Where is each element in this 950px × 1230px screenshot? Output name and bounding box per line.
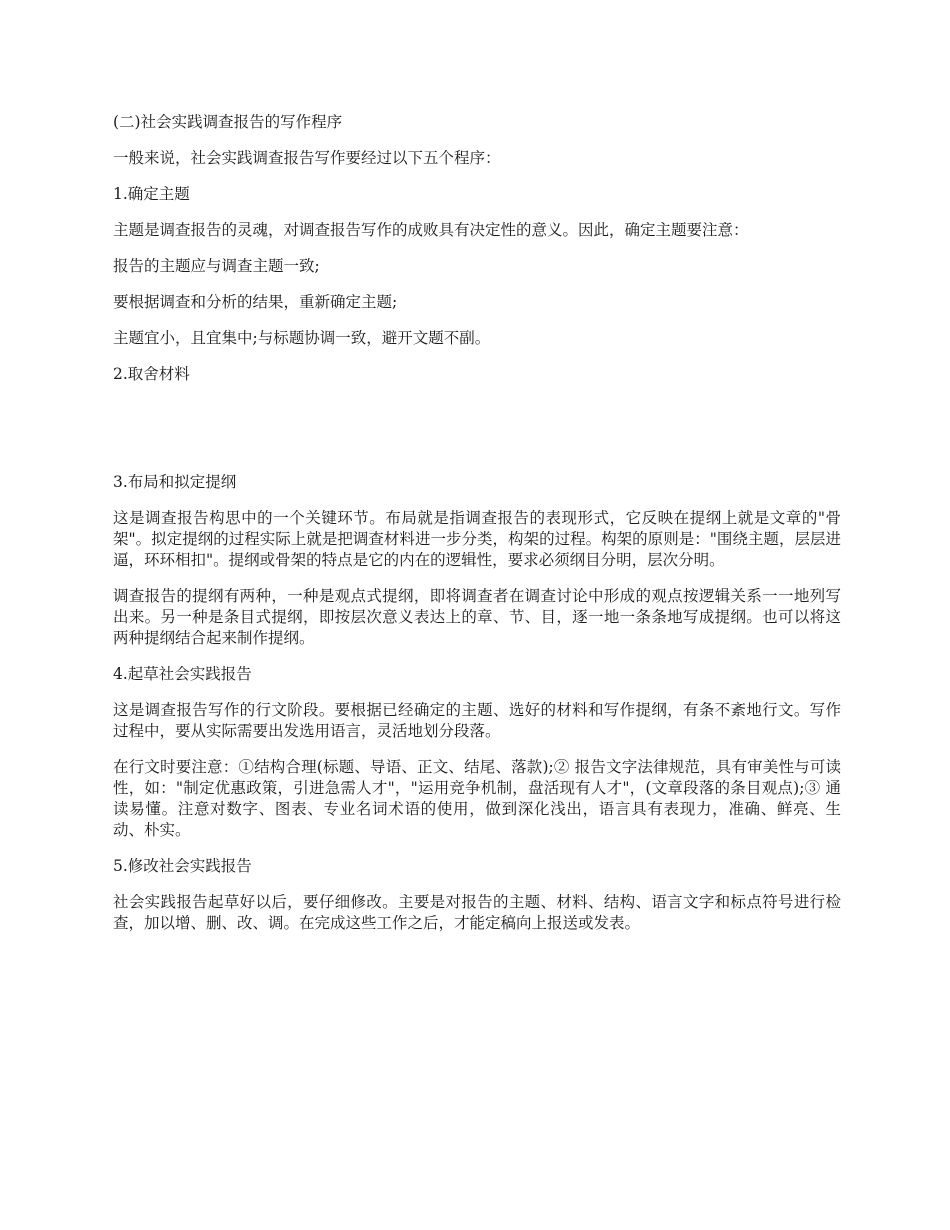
step4-heading: 4.起草社会实践报告 bbox=[113, 665, 252, 683]
step1-paragraph: 主题是调查报告的灵魂，对调查报告写作的成败具有决定性的意义。因此，确定主题要注意： bbox=[113, 221, 749, 239]
document-page bbox=[113, 112, 841, 949]
intro-paragraph: 一般来说，社会实践调查报告写作要经过以下五个程序： bbox=[113, 149, 501, 167]
step1-point: 要根据调查和分析的结果，重新确定主题; bbox=[113, 293, 398, 311]
blank-space bbox=[113, 400, 841, 472]
step3-paragraph: 这是调查报告构思中的一个关键环节。布局就是指调查报告的表现形式，它反映在提纲上就是文章的"骨架"。拟定提纲的过程实际上就是把调查材料进一步分类，构架的过程。构架的原则是："围绕主题，层层进逼，环环相扣"。提纲或骨架的特点是它的内在的逻辑性，要求必须纲目分明，层次分明。 bbox=[113, 509, 841, 569]
step4-paragraph: 这是调查报告写作的行文阶段。要根据已经确定的主题、选好的材料和写作提纲，有条不紊地行文。写作过程中，要从实际需要出发选用语言，灵活地划分段落。 bbox=[113, 701, 841, 740]
section-title: (二)社会实践调查报告的写作程序 bbox=[113, 113, 343, 131]
step5-paragraph: 社会实践报告起草好以后，要仔细修改。主要是对报告的主题、材料、结构、语言文字和标点符号进行检查，加以增、删、改、调。在完成这些工作之后，才能定稿向上报送或发表。 bbox=[113, 893, 841, 932]
step5-heading: 5.修改社会实践报告 bbox=[113, 857, 252, 875]
step1-heading: 1.确定主题 bbox=[113, 185, 190, 203]
step4-paragraph: 在行文时要注意：①结构合理(标题、导语、正文、结尾、落款);② 报告文字法律规范，具有审美性与可读性，如："制定优惠政策，引进急需人才"，"运用竞争机制，盘活现有人才"，(文章段落的条目观点);③ 通读易懂。注意对数字、图表、专业名词术语的使用，做到深化浅出，语言具有表现力，准确、鲜亮、生动、朴实。 bbox=[113, 758, 841, 839]
step3-heading: 3.布局和拟定提纲 bbox=[113, 473, 237, 491]
step1-point: 主题宜小，且宜集中;与标题协调一致，避开文题不副。 bbox=[113, 329, 491, 347]
step3-paragraph: 调查报告的提纲有两种，一种是观点式提纲，即将调查者在调查讨论中形成的观点按逻辑关系一一地列写出来。另一种是条目式提纲，即按层次意义表达上的章、节、目，逐一地一条条地写成提纲。也可以将这两种提纲结合起来制作提纲。 bbox=[113, 587, 841, 647]
step2-heading: 2.取舍材料 bbox=[113, 365, 190, 383]
step1-point: 报告的主题应与调查主题一致; bbox=[113, 257, 320, 275]
